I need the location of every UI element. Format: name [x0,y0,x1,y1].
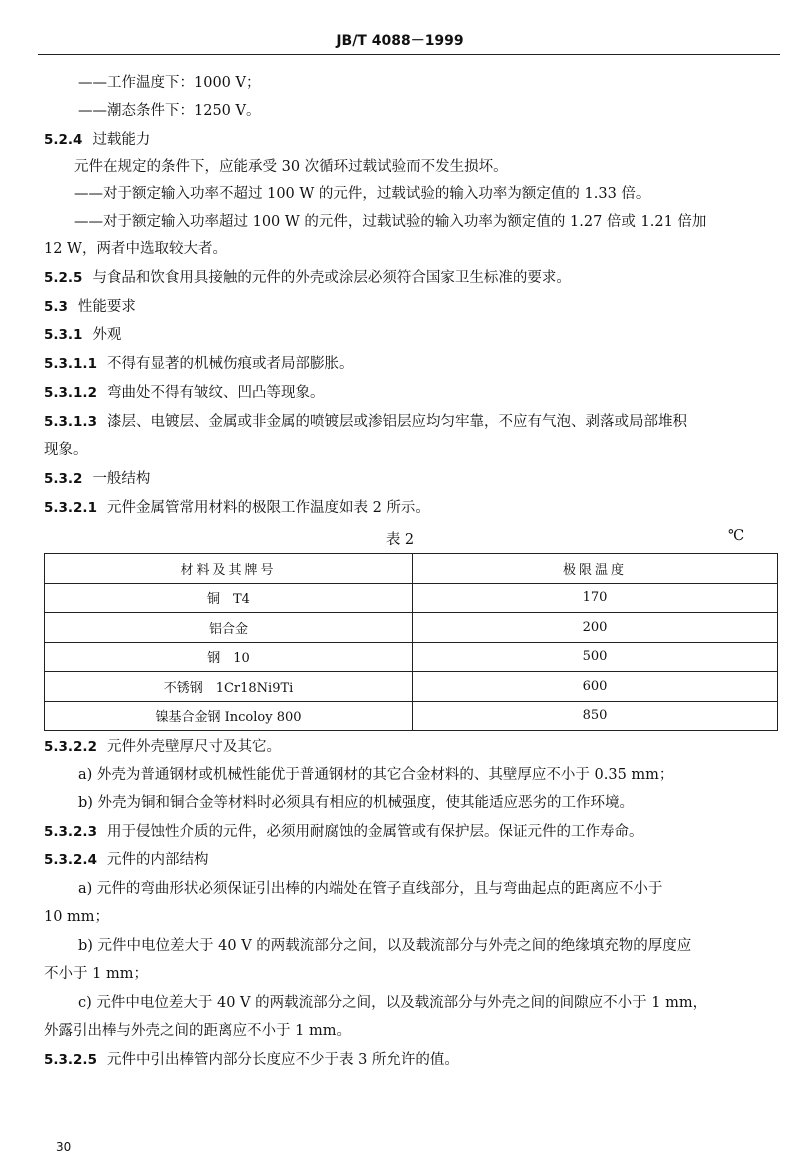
clause-text: 元件中引出棒管内部分长度应不少于表 3 所允许的值。 [106,1052,459,1068]
column-header-material: 材料及其牌号 [45,554,413,584]
clause-title: 元件的内部结构 [106,852,209,868]
text-line: 元件在规定的条件下，应能承受 30 次循环过载试验而不发生损坏。 [74,159,508,175]
clause-number: 5.3.2.3 [44,824,97,840]
clause-number: 5.2.5 [44,270,83,286]
clause-number: 5.3.2.5 [44,1052,97,1068]
page-number: 30 [56,1140,72,1154]
text-line: 不小于 1 mm； [44,966,148,982]
page-header: JB/T 4088－1999 [336,33,464,49]
table-row [45,701,778,731]
table-unit: ℃ [728,528,745,544]
clause-5-3-2-4 [44,850,208,870]
clause-text: 漆层、电镀层、金属或非金属的喷镀层或渗铝层应均匀牢靠，不应有气泡、剥落或局部堆积 [106,414,687,430]
clause-text: 与食品和饮食用具接触的元件的外壳或涂层必须符合国家卫生标准的要求。 [92,270,571,286]
text-line: c) 元件中电位差大于 40 V 的两载流部分之间，以及载流部分与外壳之间的间隙应不小于 1 mm， [78,995,708,1011]
clause-5-3-2-2 [44,737,281,757]
clause-number: 5.3.2.1 [44,500,97,516]
clause-number: 5.3.2.2 [44,739,97,755]
clause-number: 5.3.1.2 [44,385,97,401]
header-rule [38,54,780,55]
temperature-cell: 170 [413,583,778,613]
clause-text: 元件外壳壁厚尺寸及其它。 [106,739,281,755]
temperature-cell: 850 [413,701,778,731]
clause-5-3-1-1 [44,354,353,374]
temperature-cell: 200 [413,613,778,643]
text-line: ——对于额定输入功率不超过 100 W 的元件，过载试验的输入功率为额定值的 1.33 倍。 [74,186,651,202]
clause-title: 性能要求 [77,299,136,315]
clause-number: 5.3.1 [44,327,83,343]
clause-number: 5.3.2 [44,471,83,487]
clause-5-2-5 [44,268,571,288]
clause-text: 不得有显著的机械伤痕或者局部膨胀。 [106,356,354,372]
clause-number: 5.3.1.3 [44,414,97,430]
clause-5-3-1-2 [44,383,324,403]
column-header-temperature: 极限温度 [413,554,778,584]
clause-5-3 [44,297,136,317]
clause-5-3-2-3 [44,822,643,842]
clause-title: 过载能力 [92,132,151,148]
clause-5-2-4 [44,130,150,150]
clause-5-3-1 [44,325,121,345]
text-line: ——潮态条件下：1250 V。 [78,103,261,119]
text-line: 外露引出棒与外壳之间的距离应不小于 1 mm。 [44,1023,351,1039]
material-cell: 不锈钢 1Cr18Ni9Ti [45,672,413,702]
clause-title: 一般结构 [92,471,151,487]
clause-5-3-2-5 [44,1050,459,1070]
clause-5-3-1-3 [44,412,687,432]
table-2 [44,553,778,731]
table-row [45,613,778,643]
text-line: ——对于额定输入功率超过 100 W 的元件，过载试验的输入功率为额定值的 1.27 倍或 1.21 倍加 [74,214,707,230]
clause-text: 弯曲处不得有皱纹、凹凸等现象。 [106,385,325,401]
clause-number: 5.3.2.4 [44,852,97,868]
material-cell: 铜 T4 [45,583,413,613]
clause-title: 外观 [92,327,122,343]
text-line: ——工作温度下：1000 V； [78,75,261,91]
text-line: b) 元件中电位差大于 40 V 的两载流部分之间，以及载流部分与外壳之间的绝缘填充物的厚度应 [78,938,692,954]
temperature-cell: 600 [413,672,778,702]
text-line: a) 外壳为普通钢材或机械性能优于普通钢材的其它合金材料的、其壁厚应不小于 0.35 mm； [78,767,674,783]
text-line: 12 W，两者中选取较大者。 [44,241,227,257]
clause-number: 5.3 [44,299,68,315]
material-cell: 镍基合金钢 Incoloy 800 [45,701,413,731]
text-line: a) 元件的弯曲形状必须保证引出棒的内端处在管子直线部分，且与弯曲起点的距离应不小于 [78,881,663,897]
clause-text: 用于侵蚀性介质的元件，必须用耐腐蚀的金属管或有保护层。保证元件的工作寿命。 [106,824,644,840]
clause-text: 元件金属管常用材料的极限工作温度如表 2 所示。 [106,500,430,516]
text-line: 现象。 [44,442,88,458]
material-cell: 钢 10 [45,642,413,672]
material-cell: 铝合金 [45,613,413,643]
table-row [45,642,778,672]
temperature-cell: 500 [413,642,778,672]
clause-5-3-2 [44,469,150,489]
clause-number: 5.3.1.1 [44,356,97,372]
text-line: b) 外壳为铜和铜合金等材料时必须具有相应的机械强度，使其能适应恶劣的工作环境。 [78,795,635,811]
table-row [45,672,778,702]
text-line: 10 mm； [44,909,110,925]
table-header-row [45,554,778,584]
table-caption: 表 2 [385,532,415,548]
table-row [45,583,778,613]
clause-5-3-2-1 [44,498,430,518]
clause-number: 5.2.4 [44,132,83,148]
